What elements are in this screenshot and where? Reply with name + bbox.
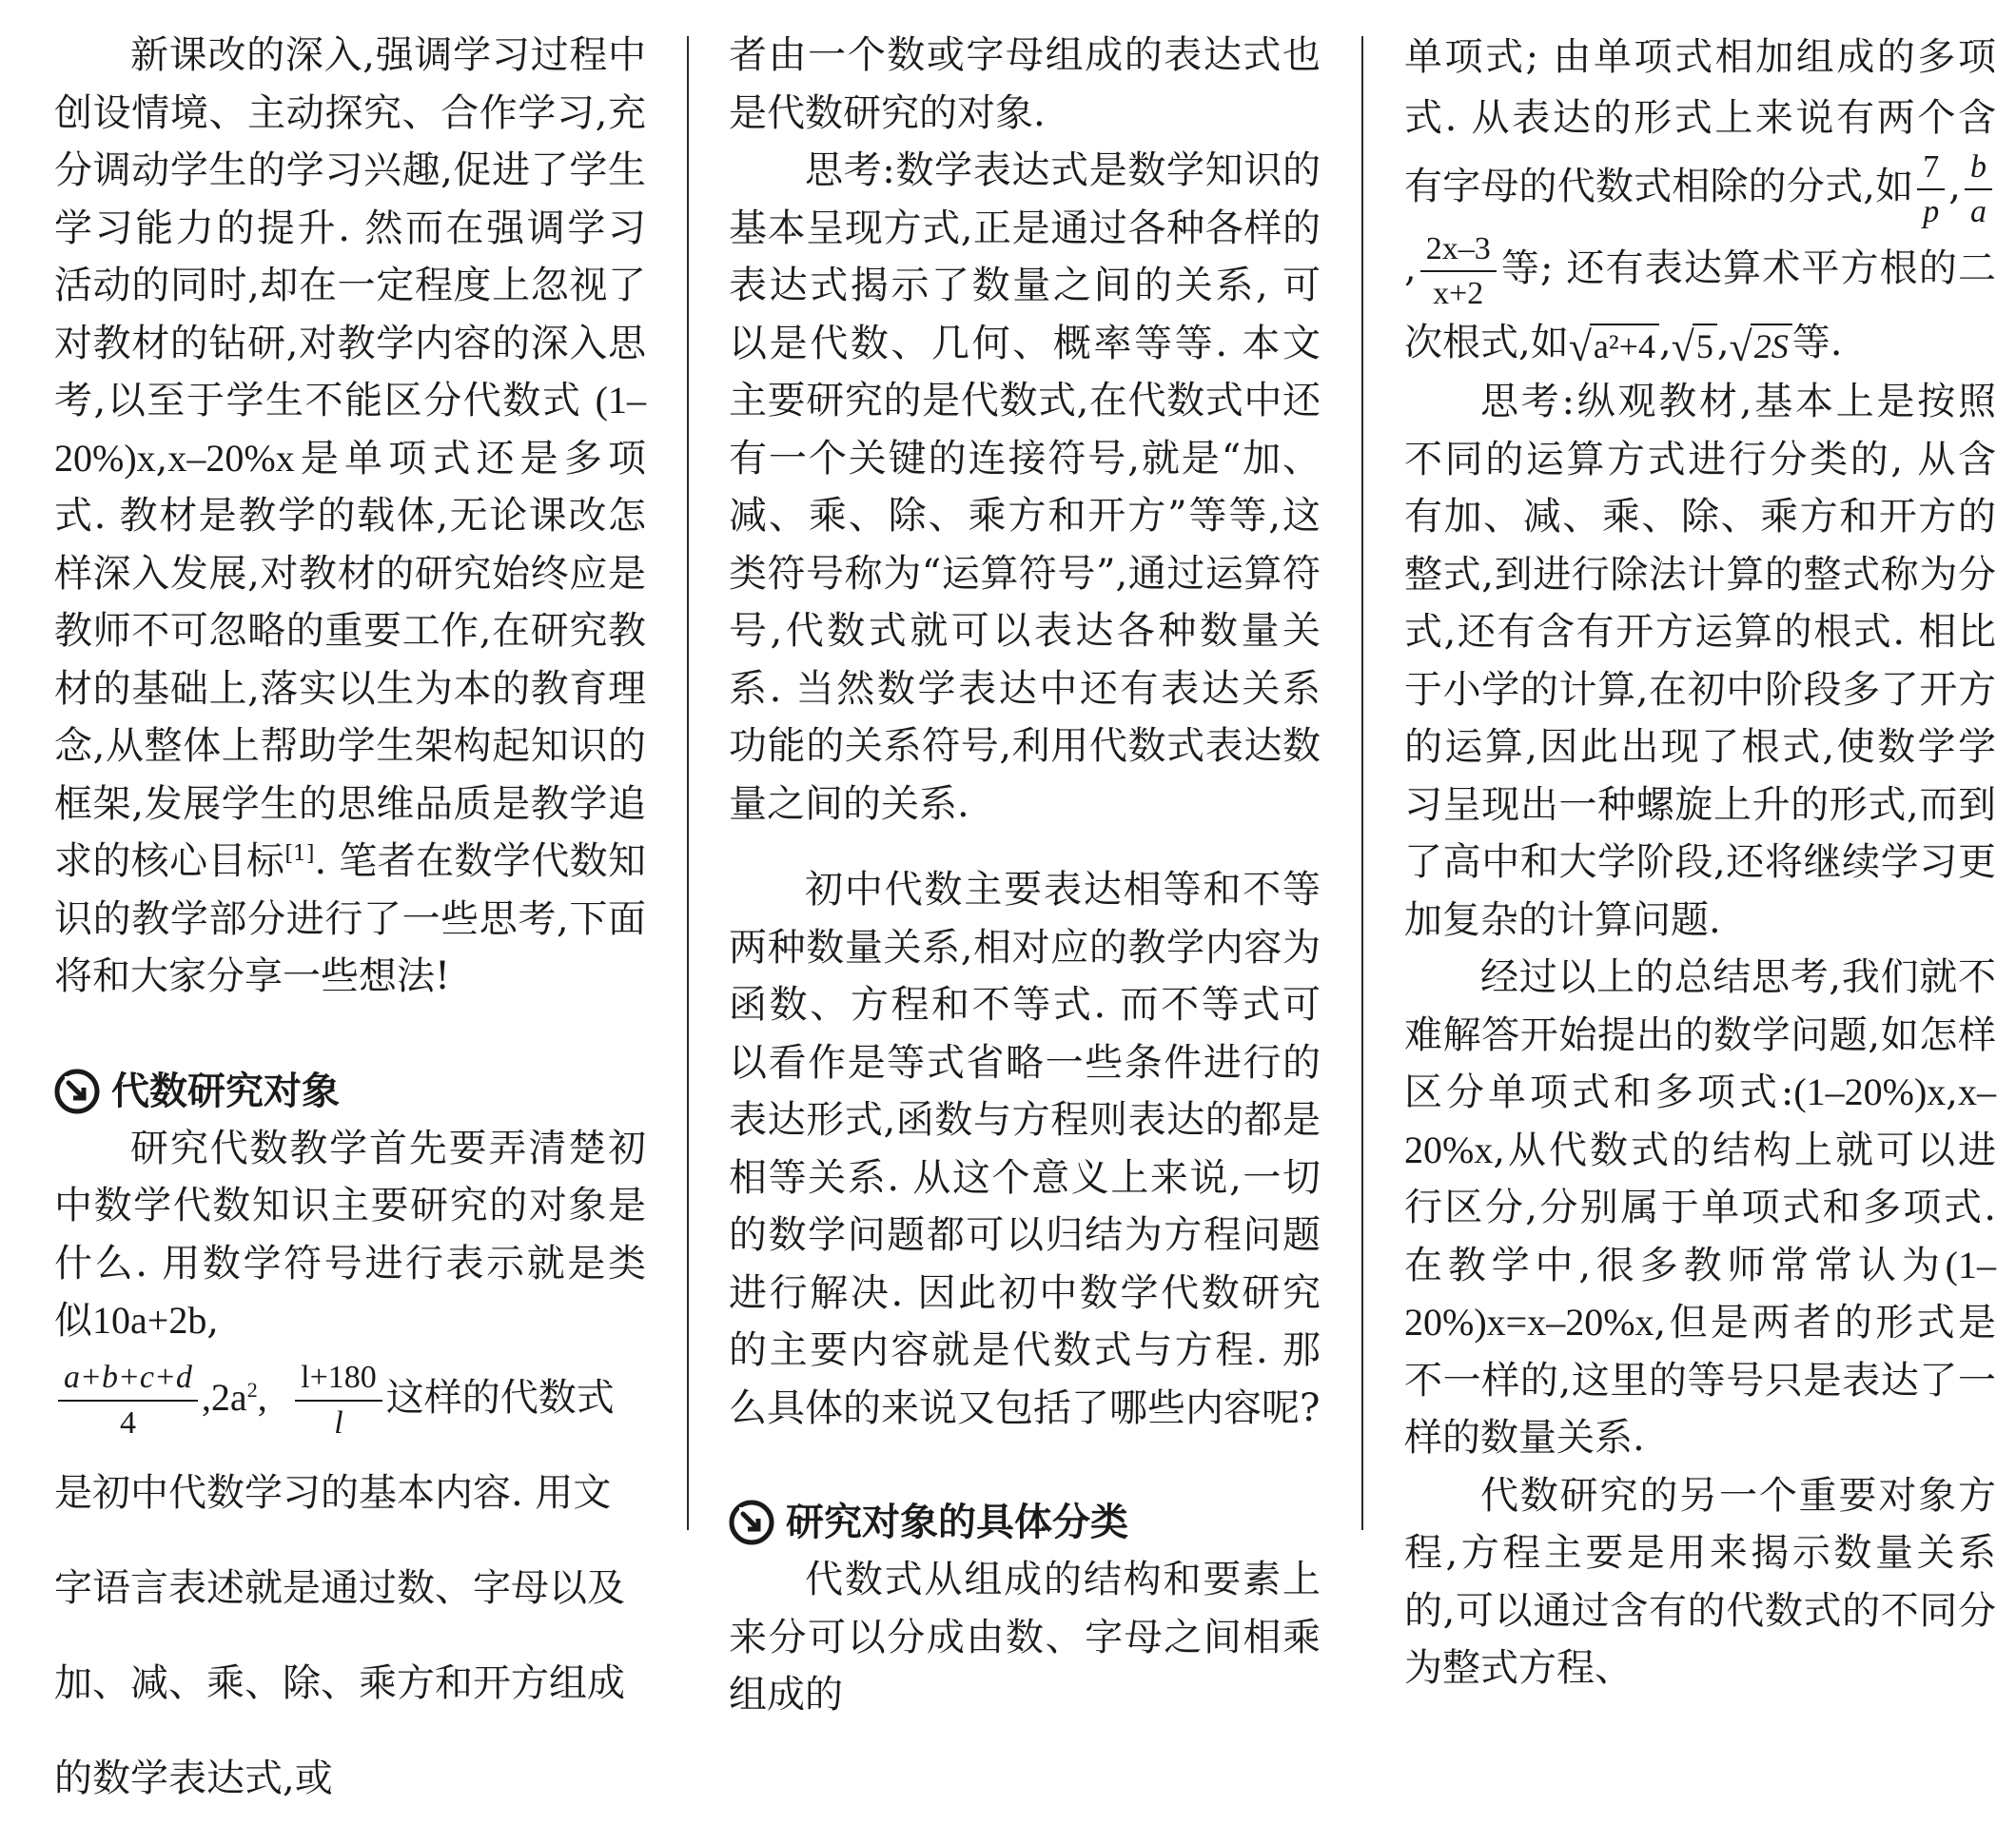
column-divider [687,36,689,1530]
circle-arrow-icon [729,1500,774,1545]
text: 是单项式还是多项式. 教材是教学的载体,无论课改怎样深入发展,对教材的研究始终应是教师不可忽略的重要工作,在研究教材的基础上,落实以生为本的教育理念,从整体上帮助学生架构起知识的框架,发展学生的思维品质是教学追求的核心目标 [54,436,646,883]
math-expression: (1–20%)x [1793,1070,1947,1114]
text: , [206,1299,220,1343]
text: 单项式; 由单项式相加组成的多项式. 从表达的形式上来说有两个含有字母的代数式相除的分式,如 [1404,35,1996,209]
math-expression: $,2a^2$, [201,1375,267,1419]
paragraph: 者由一个数或字母组成的表达式也是代数研究的对象. [729,33,1321,135]
denominator: 4 [119,1404,136,1441]
text: 这样的代数式是初中代数学习的基本内容. 用文字语言表述就是通过数、字母以及加、减、乘、除、乘方和开方组成的数学表达式,或 [54,1375,625,1800]
square-root: √ 5 [1672,324,1717,368]
column-2 [729,27,1321,1724]
citation-ref[interactable]: [1] [284,842,315,866]
paragraph: 思考:数学表达式是数学知识的基本呈现方式,正是通过各种各样的表达式揭示了数量之间的关系, 可以是代数、几何、概率等等. 本文主要研究的是代数式,在代数式中还有一个关键的连接符号,就是“加、减、乘、除、乘方和开方”等等,这类符号称为“运算符号”,通过运算符号,代数式就可以表达各种数量关系. 当然数学表达中还有表达关系功能的关系符号,利用代数式表达数量之间的关系. [729,148,1321,826]
text: , [155,436,168,481]
section-heading [729,1494,1321,1551]
formula-line [54,1350,646,1826]
paragraph [54,27,646,1006]
math-expression: x–20%x [167,436,295,480]
denominator: l [334,1404,343,1441]
text: 经过以上的总结思考,我们就不难解答开始提出的数学问题,如怎样区分单项式和多项式: [1404,955,1996,1115]
fraction: $\frac{b}{a}$ [1965,148,1992,230]
square-root: √ a²+4 [1569,324,1659,368]
numerator: a+b+c+d [58,1359,198,1401]
heading-text: 研究对象的具体分类 [786,1501,1128,1544]
square-root: √ 2S [1730,324,1792,368]
circle-arrow-icon [54,1069,100,1114]
section-heading [54,1063,646,1120]
heading-text: 代数研究对象 [111,1069,340,1113]
paragraph: 单项式; 由单项式相加组成的多项式. 从表达的形式上来说有两个含有字母的代数式相除的分式,如 $\frac{7}{p}$ , $\frac{b}{a}$ , $\frac{2x-3}{x+2}$ 等; 还有表达算术平方根的二次根式,如 √ a²+4 , √ 5 , √ 2S 等. [1404,35,1996,370]
paragraph: 思考:纵观教材,基本上是按照不同的运算方式进行分类的, 从含有加、减、乘、除、乘方和开方的整式,到进行除法计算的整式称为分式,还有含有开方运算的根式. 相比于小学的计算,在初中阶段多了开方的运算,因此出现了根式,使数学学习呈现出一种螺旋上升的形式,而到了高中和大学阶段,还将继续学习更加复杂的计算问题. [1404,380,1996,942]
fraction [295,1359,382,1441]
column-1 [54,27,646,1826]
column-3 [1404,27,1996,1698]
text: 研究代数教学首先要弄清楚初中数学代数知识主要研究的对象是什么. 用数学符号进行表示就是类似 [54,1126,646,1343]
paragraph: 代数式从组成的结构和要素上来分可以分成由数、字母之间相乘组成的 [729,1558,1321,1717]
numerator: l+180 [295,1359,382,1401]
paragraph: 初中代数主要表达相等和不等两种数量关系,相对应的教学内容为函数、方程和不等式. 而不等式可以看作是等式省略一些条件进行的表达形式,函数与方程则表达的都是相等关系. 从这个意义上来说,一切的数学问题都可以归结为方程问题进行解决. 因此初中数学代数研究的主要内容就是代数式与方程. 那么具体的来说又包括了哪些内容呢? [729,868,1321,1430]
fraction [58,1359,198,1441]
math-expression: x–20%x [1404,1070,1996,1171]
math-expression: (1–20%)x [54,379,646,480]
column-divider [1361,36,1363,1530]
math-expression: (1–20%)x=x–20%x [1404,1243,1996,1345]
text: ,从代数式的结构上就可以进行区分,分别属于单项式和多项式. 在教学中,很多教师常常认为 [1404,1128,1996,1287]
fraction: $\frac{2x-3}{x+2}$ [1420,230,1497,312]
paragraph [54,1120,646,1350]
text: 等. [1791,321,1843,365]
text: 新课改的深入,强调学习过程中创设情境、主动探究、合作学习,充分调动学生的学习兴趣,促进了学生学习能力的提升. 然而在强调学习活动的同时,却在一定程度上忽视了对教材的钻研,对教学内容的深入思考,以至于学生不能区分代数式 [54,33,646,422]
paragraph: 代数研究的另一个重要对象方程,方程主要是用来揭示数量关系的,可以通过含有的代数式的不同分为整式方程、 [1404,1473,1996,1691]
text: ,但是两者的形式是不一样的,这里的等号只是表达了一样的数量关系. [1404,1301,1996,1461]
math-expression: 10a+2b [92,1299,207,1342]
text: . 笔者在数学代数知识的教学部分进行了一些思考,下面将和大家分享一些想法! [54,839,646,998]
text: 等; 还有表达算术平方根的二次根式,如 [1404,246,1996,365]
paragraph: 经过以上的总结思考,我们就不难解答开始提出的数学问题,如怎样区分单项式和多项式:(1–20%)x,x–20%x,从代数式的结构上就可以进行区分,分别属于单项式和多项式. 在教学中,很多教师常常认为(1–20%)x=x–20%x,但是两者的形式是不一样的,这里的等号只是表达了一样的数量关系. [1404,955,1996,1461]
fraction: $\frac{7}{p}$ [1917,148,1945,230]
